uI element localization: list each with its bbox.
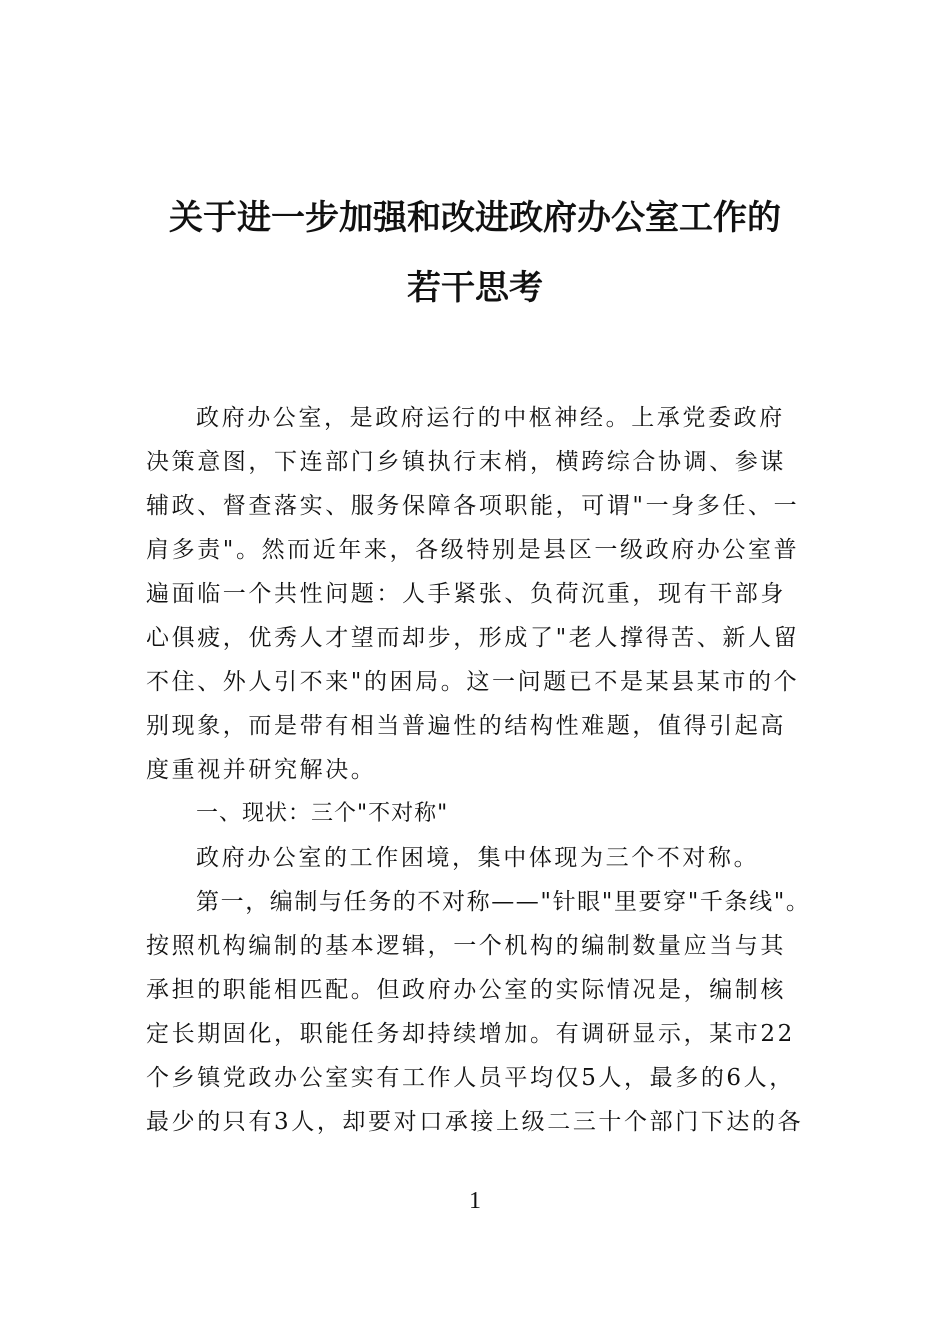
body-line: 承担的职能相匹配。但政府办公室的实际情况是，编制核	[146, 977, 786, 1003]
body-line: 按照机构编制的基本逻辑，一个机构的编制数量应当与其	[146, 933, 786, 959]
document-title-line-2: 若干思考	[407, 268, 543, 308]
body-line: 辅政、督查落实、服务保障各项职能，可谓"一身多任、一	[146, 493, 800, 519]
body-line: 别现象，而是带有相当普遍性的结构性难题，值得引起高	[146, 713, 786, 739]
body-line: 政府办公室，是政府运行的中枢神经。上承党委政府	[196, 405, 785, 431]
page-number: 1	[469, 1188, 481, 1214]
body-line: 第一，编制与任务的不对称——"针眼"里要穿"千条线"。	[196, 889, 811, 915]
body-line: 定长期固化，职能任务却持续增加。有调研显示，某市22	[146, 1021, 795, 1047]
body-line: 不住、外人引不来"的困局。这一问题已不是某县某市的个	[146, 669, 800, 695]
body-line: 个乡镇党政办公室实有工作人员平均仅5人，最多的6人，	[146, 1065, 795, 1091]
document-title-line-1: 关于进一步加强和改进政府办公室工作的	[169, 198, 781, 238]
body-line: 度重视并研究解决。	[146, 757, 377, 783]
body-line: 心俱疲，优秀人才望而却步，形成了"老人撑得苦、新人留	[146, 625, 800, 651]
body-line: 最少的只有3人，却要对口承接上级二三十个部门下达的各	[146, 1109, 804, 1135]
section-heading: 一、现状：三个"不对称"	[196, 801, 449, 826]
document-body	[146, 396, 810, 1144]
body-line: 肩多责"。然而近年来，各级特别是县区一级政府办公室普	[146, 537, 800, 563]
body-line: 政府办公室的工作困境，集中体现为三个不对称。	[196, 845, 760, 871]
body-line: 遍面临一个共性问题：人手紧张、负荷沉重，现有干部身	[146, 581, 786, 607]
body-line: 决策意图，下连部门乡镇执行末梢，横跨综合协调、参谋	[146, 449, 786, 475]
